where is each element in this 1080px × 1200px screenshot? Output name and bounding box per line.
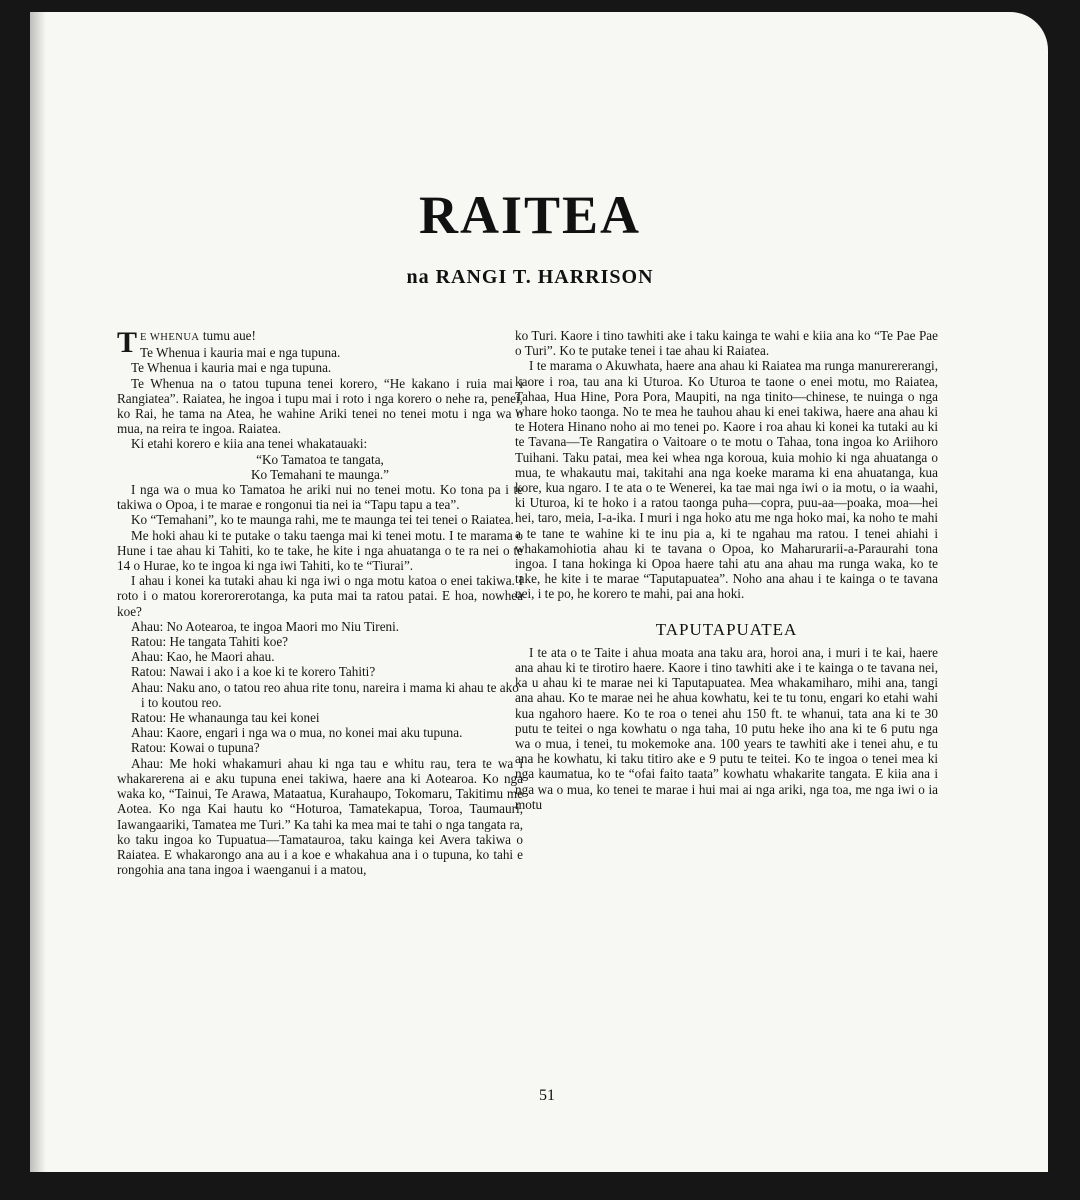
drop-cap: T	[117, 326, 138, 359]
section-heading: TAPUTAPUATEA	[655, 619, 798, 639]
opening-smallcaps: E WHENUA	[140, 332, 200, 343]
dialogue-line: Ahau: No Aotearoa, te ingoa Maori mo Niu Tireni.	[131, 618, 400, 634]
dialogue-line: Ahau: Naku ano, o tatou reo ahua rite tonu, nareira i mama ki ahau te ako i to koutou reo.	[131, 679, 519, 710]
paragraph: Ki etahi korero e kiia ana tenei whakatauaki:	[131, 436, 368, 452]
verse-line: Te Whenua i kauria mai e nga tupuna.	[140, 345, 341, 361]
dialogue-line: Ratou: Kowai o tupuna?	[131, 740, 260, 756]
paragraph: Te Whenua na o tatou tupuna tenei korero, “He kakano i ruia mai i Rangiatea”. Raiatea, he ingoa i tupu mai i roto i nga korero o nehe ra, penei, ko Rai, he tama na Atea, he wahine Ariki tenei no tenei motu i nga wa o mua, na reira te ingoa. Raiatea.	[117, 375, 523, 437]
dialogue-line: Ratou: Nawai i ako i a koe ki te korero Tahiti?	[131, 664, 376, 680]
dialogue-line: Ratou: He tangata Tahiti koe?	[131, 634, 289, 650]
article-byline: na RANGI T. HARRISON	[406, 266, 654, 288]
paragraph: I te ata o te Taite i ahua moata ana taku ara, horoi ana, i muri i te kai, haere ana ahau ki te tirotiro haere. Kaore i tino tawhiti ake i te kainga o te tavana nei, ka u ahau ki te marae nei ki Taputapuatea. Mea whakamiharo, mihi ana, tangi ana ahau. Ko te marae nei he ahua kowhatu, kei te tu tonu, engari ko etahi wahi kua ngahoro haere. Ko te roa o tenei ahu 150 ft. te whanui, tata ana ki te 30 putu te teitei o nga kowhatu o nga taha, 10 putu heke iho ana ki te 6 putu nga wa o mua, i tenei, tu mokemoke ana. 100 years te tawhiti ake i tenei ahu, e tu ana he kowhatu, ki taku titiro ake e 9 putu te teitei. Ko te ingoa o tenei mea ki nga kaumatua, ko te “ofai faito taata” kowhatu whakarite tangata. E kiia ana i nga wa o mua, ko tenei te marae i hui mai ai nga ariki, nga toa, me nga iwi o ia motu	[515, 644, 938, 812]
paragraph: ko Turi. Kaore i tino tawhiti ake i taku kainga te wahi e kiia ana ko “Te Pae Pae o Turi”. Ko te putake tenei i tae ahau ki Raiatea.	[515, 328, 938, 359]
magazine-page	[30, 12, 1048, 1172]
page-edge-shadow	[30, 12, 46, 1172]
paragraph: I te marama o Akuwhata, haere ana ahau ki Raiatea ma runga manurererangi, kaore i roa, tau ana ki Uturoa. Ko Uturoa te taone o enei motu, mo Raiatea, Tahaa, Hua Hine, Pora Pora, Maupiti, na nga tinito—chinese, te nuinga o nga whare hoko taonga. No te mea he tauhou ahau ki enei takiwa, haere ana ahau ki te Hotera Hinano noho ai mo tenei po. Kaore i roa ahau ki konei ka tutaki au ki te Tavana—Te Rangatira o Vaitoare o te motu o Tahaa, tona ingoa ko Ariihoro Tuihani. Taku patai, mea kei whea nga koroua, kuia mohio ki nga ahuatanga o mua, te whakautu mai, takitahi ana nga koeke marama ki ena ahuatanga, kua kore, kua ngaro. I te ata o te Wenerei, ka tae mai nga iwi o ia motu, o ia waahi, ki Uturoa, ki te hoko i a ratou taonga puha—copra, puu-aa—poaka, moa—hei hei, taro, meia, I-a-ika. I muri i nga hoko atu me nga hoko mai, ka noho te mahi a te tane te wahine ki te inu pia a, ki te ngahau ma ratou. I tenei ahiahi i whakamohiotia ahau ki te tavana o Opoa, ko Maharurarii-a-Paraurahi tona ingoa. I tana hokinga ki Opoa haere tahi atu ana ahau ma runga waka, ko te take, he kite i te marae “Taputapuatea”. Noho ana ahau i te kainga o te tavana nei, i te po, he korero te mahi, pai ana hoki.	[515, 358, 938, 602]
page-number: 51	[539, 1087, 555, 1104]
dialogue-line: Ahau: Kao, he Maori ahau.	[131, 649, 275, 665]
paragraph: Ahau: Me hoki whakamuri ahau ki nga tau e whitu rau, tera te wa i whakarerena ai e aku tupuna enei takiwa, haere ana ki Aotearoa. Ko nga waka ko, “Tainui, Te Arawa, Mataatua, Kurahaupo, Tokomaru, Takitimu me Aotea. Ko nga Kai hautu ko “Hoturoa, Tamatekapua, Toroa, Taumauri, Iawangaariki, Tamatea me Turi.” Ka tahi ka mea mai te tahi o nga tangata ra, ko taku ingoa ko Tupuatua—Tamatauroa, taku kainga kei Avera takiwa o Raiatea. E whakarongo ana au i a koe e whakahua ana i o tupuna, ko tahi e rongohia ana tana ingoa i waenganui i a matou,	[117, 755, 523, 878]
dialogue-line: Ratou: He whanaunga tau kei konei	[131, 710, 320, 726]
saying-line: “Ko Tamatoa te tangata,	[256, 451, 384, 467]
paragraph: Me hoki ahau ki te putake o taku taenga mai ki tenei motu. I te marama o Hune i tae ahau ki Tahiti, ko te take, he kite i nga ahuatanga o te ra nei o te 14 o Hurae, ko te ingoa ki nga iwi Tahiti, ko te “Tiurai”.	[117, 527, 523, 574]
verse-line: Te Whenua i kauria mai e nga tupuna.	[131, 360, 332, 376]
dialogue-line: Ahau: Kaore, engari i nga wa o mua, no konei mai aku tupuna.	[131, 725, 463, 741]
article-title: RAITEA	[418, 185, 642, 245]
right-column	[515, 328, 938, 812]
opening-rest: tumu aue!	[199, 328, 256, 343]
paragraph: I ahau i konei ka tutaki ahau ki nga iwi o nga motu katoa o enei takiwa. I roto i o matou korerorerotanga, ka puta mai ta ratou patai. E hoa, nowhea koe?	[117, 573, 523, 619]
paragraph: I nga wa o mua ko Tamatoa he ariki nui no tenei motu. Ko tona pa i te takiwa o Opoa, i te marae e rongonui tia nei ia “Tapu tapu a tea”.	[117, 482, 523, 513]
left-column	[117, 328, 523, 877]
saying-line: Ko Temahani te maunga.”	[251, 466, 389, 482]
paragraph: Ko “Temahani”, ko te maunga rahi, me te maunga tei tei tenei o Raiatea.	[131, 512, 514, 528]
